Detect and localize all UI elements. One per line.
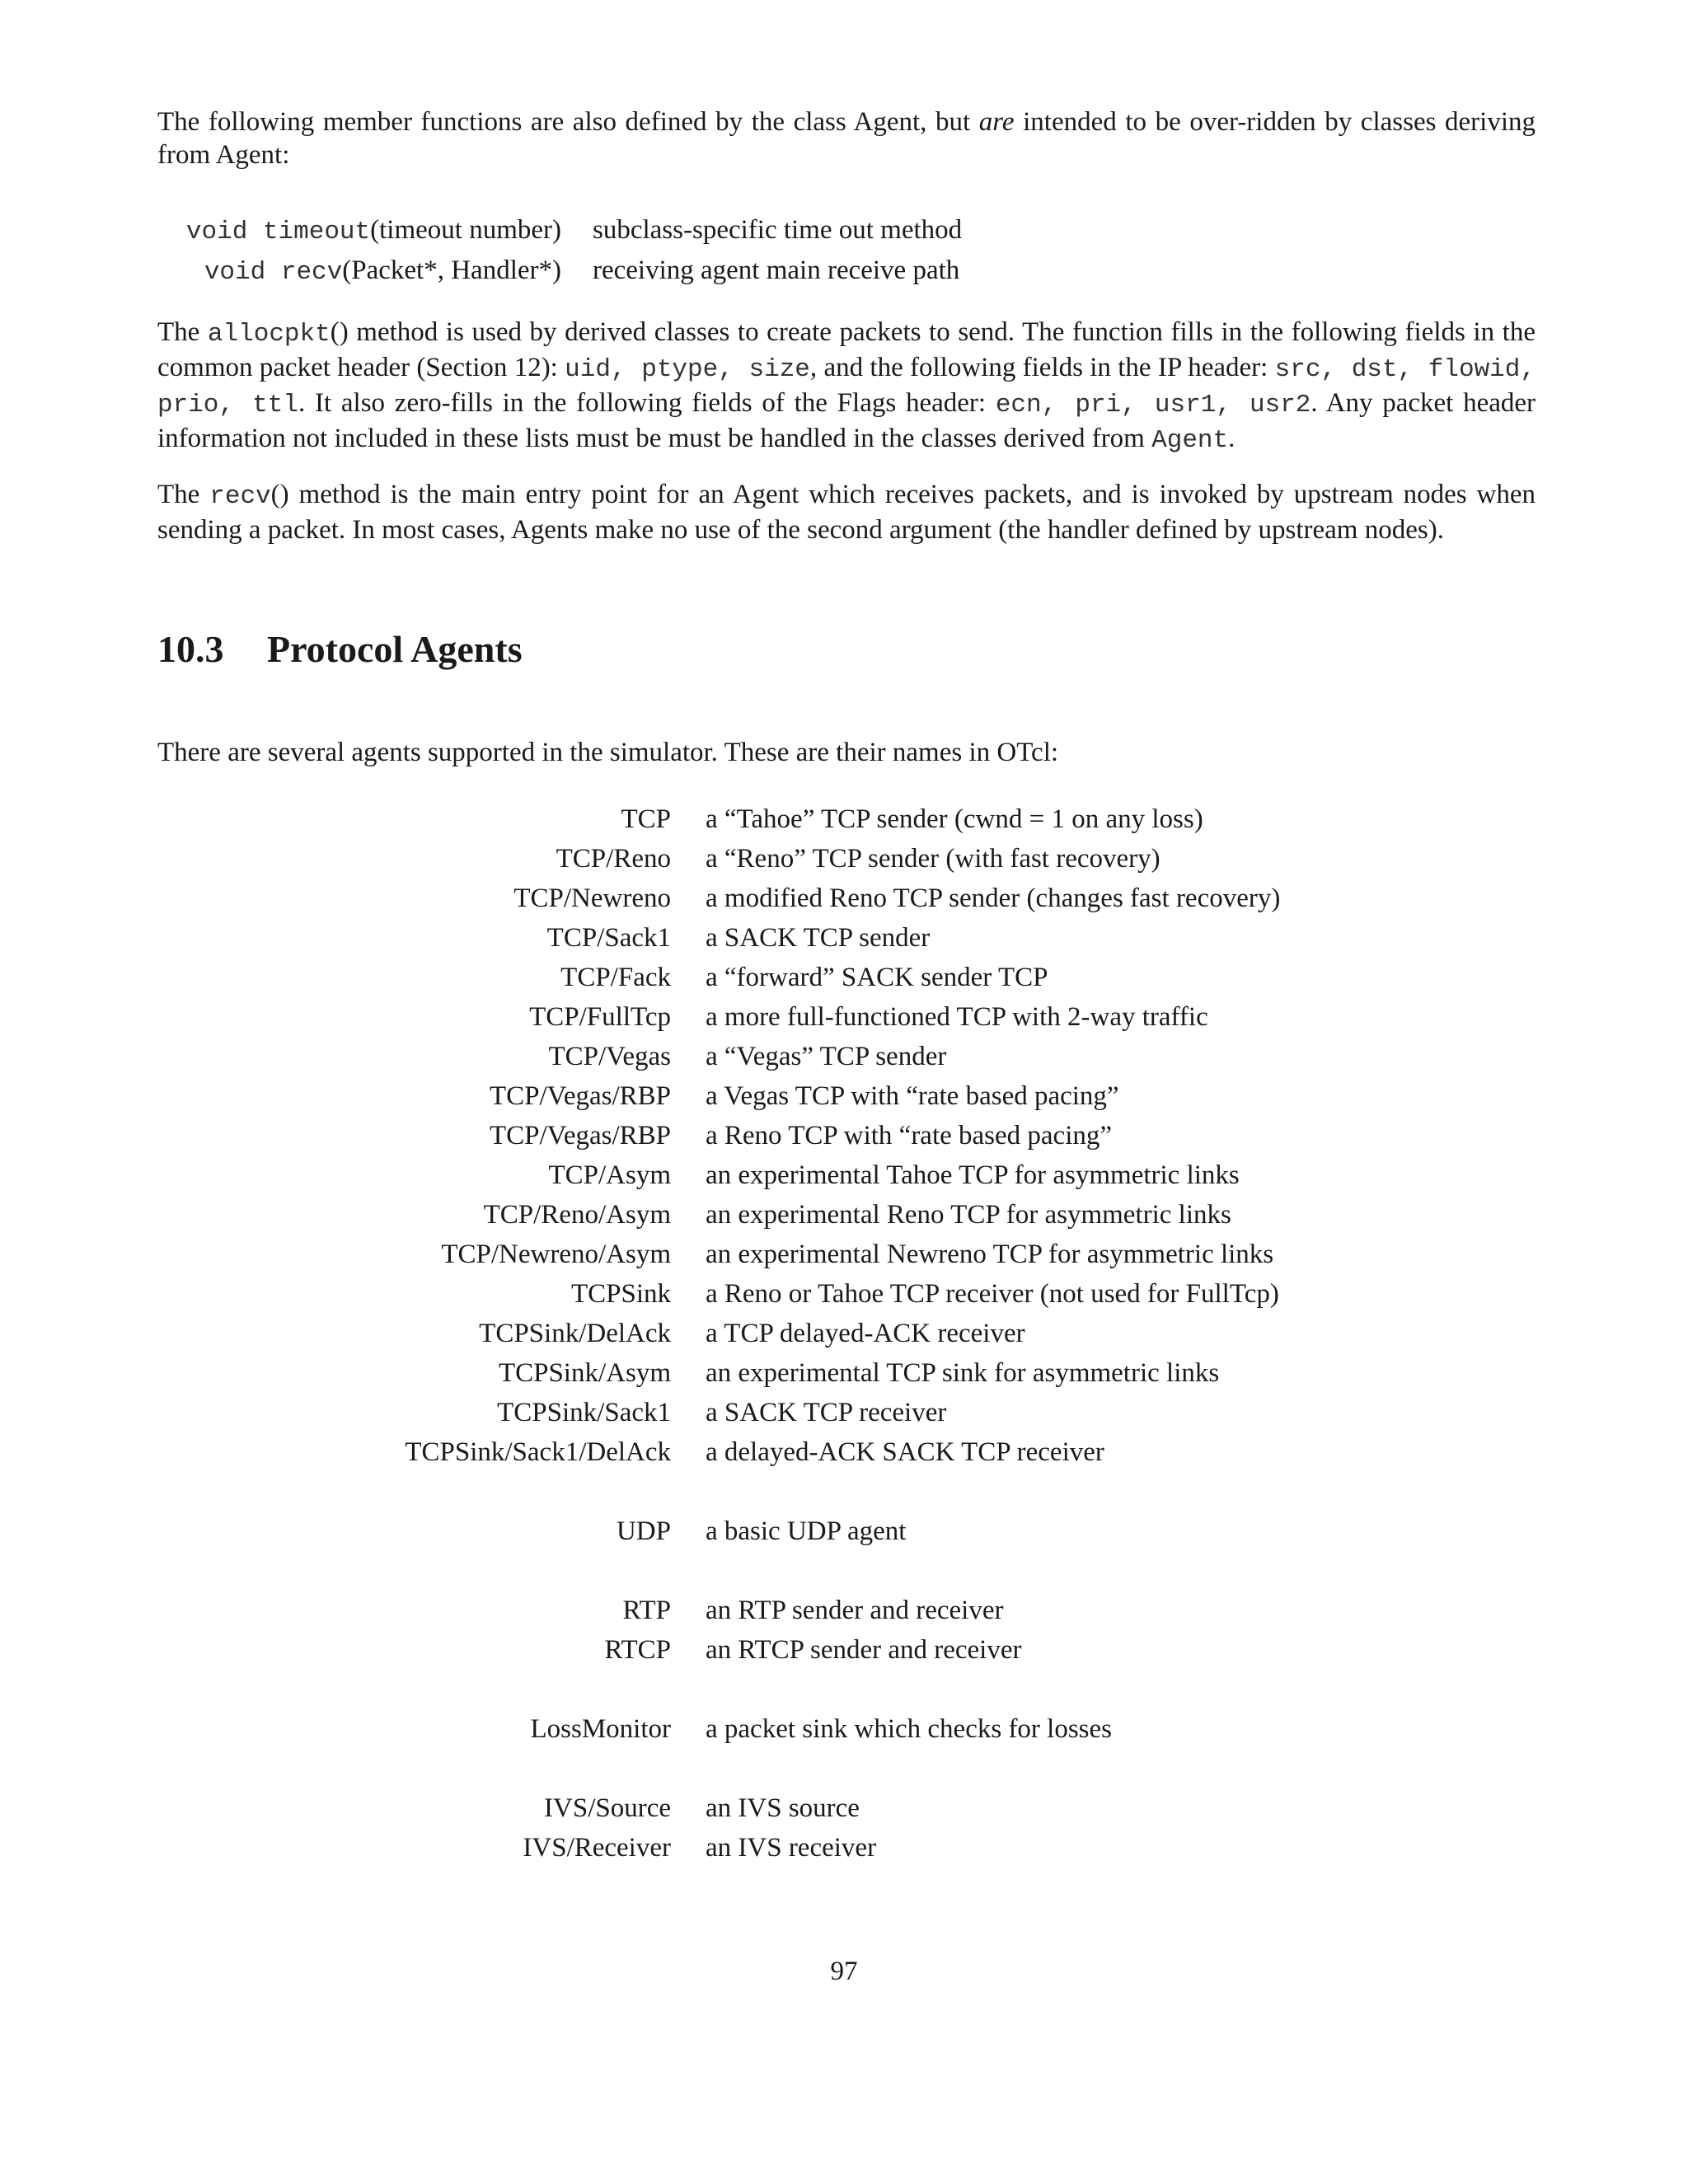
agent-name: TCPSink/Asym: [498, 1358, 671, 1388]
agent-row: [0, 1235, 1688, 1274]
agent-description: a “Tahoe” TCP sender (cwnd = 1 on any loss): [706, 804, 1203, 834]
agent-name: RTP: [622, 1596, 671, 1625]
agent-description: a Reno or Tahoe TCP receiver (not used for FullTcp): [706, 1279, 1279, 1309]
agent-name: TCPSink/Sack1: [497, 1398, 671, 1427]
intro-paragraph: [157, 105, 1536, 171]
agent-row: [0, 1076, 1688, 1116]
intro-text-2: intended to be over-ridden by classes deriving from Agent:: [157, 107, 1536, 170]
agent-row: [0, 879, 1688, 918]
agent-row: [0, 1155, 1688, 1195]
agent-row: [0, 1314, 1688, 1353]
agent-row: [0, 1709, 1688, 1749]
agent-row: [0, 958, 1688, 997]
function-name: timeout: [262, 217, 371, 246]
agent-name: TCP/Sack1: [546, 923, 671, 953]
agent-row: [0, 1274, 1688, 1314]
agent-description: a “Vegas” TCP sender: [706, 1042, 947, 1071]
agent-name: TCP/Newreno/Asym: [441, 1240, 671, 1269]
agent-row: [0, 1116, 1688, 1155]
agent-name: IVS/Receiver: [523, 1833, 671, 1863]
agent-description: a SACK TCP sender: [706, 923, 931, 953]
agent-description: an experimental Newreno TCP for asymmetric links: [706, 1240, 1274, 1269]
agent-row: [0, 1630, 1688, 1670]
code-recv: recv: [209, 482, 271, 511]
agent-name: TCPSink/DelAck: [479, 1319, 671, 1348]
agent-name: TCP/Reno/Asym: [483, 1200, 671, 1230]
agent-description: a more full-functioned TCP with 2-way traffic: [706, 1002, 1208, 1032]
agent-description: an IVS receiver: [706, 1833, 877, 1863]
agent-row: [0, 918, 1688, 958]
agent-description: a “Reno” TCP sender (with fast recovery): [706, 844, 1160, 874]
agent-row: [0, 1393, 1688, 1432]
agent-name: TCP/Vegas/RBP: [489, 1121, 671, 1151]
agent-name: TCP/Vegas/RBP: [489, 1081, 671, 1111]
agent-description: a delayed-ACK SACK TCP receiver: [706, 1437, 1104, 1467]
agent-description: an experimental Tahoe TCP for asymmetric links: [706, 1160, 1240, 1190]
agent-description: an RTP sender and receiver: [706, 1596, 1004, 1625]
function-row: [157, 251, 962, 291]
agent-description: a basic UDP agent: [706, 1516, 907, 1546]
agent-row: [0, 1432, 1688, 1472]
agent-name: TCP: [621, 804, 671, 834]
function-signature: void recv(Packet*, Handler*): [204, 255, 561, 287]
agent-name: TCPSink: [570, 1279, 671, 1309]
agent-description: a “forward” SACK sender TCP: [706, 963, 1048, 992]
function-name: recv: [280, 257, 343, 287]
agent-row: [0, 1195, 1688, 1235]
agent-name: TCP/FullTcp: [529, 1002, 671, 1032]
agent-name: TCP/Vegas: [548, 1042, 671, 1071]
agent-name: TCP/Asym: [548, 1160, 671, 1190]
agent-name: TCP/Newreno: [513, 883, 671, 913]
agent-name: TCP/Fack: [560, 963, 671, 992]
agent-description: an experimental Reno TCP for asymmetric links: [706, 1200, 1231, 1230]
agent-name: RTCP: [604, 1635, 671, 1665]
agent-description: a Vegas TCP with “rate based pacing”: [706, 1081, 1119, 1111]
code-ip-header-fields: src, dst, flowid, prio, ttl: [157, 355, 1536, 419]
section-title: Protocol Agents: [267, 628, 523, 670]
function-description: receiving agent main receive path: [593, 255, 960, 285]
agent-row: [0, 839, 1688, 879]
agent-description: a TCP delayed-ACK receiver: [706, 1319, 1025, 1348]
agent-name: UDP: [616, 1516, 671, 1546]
agent-row: [0, 997, 1688, 1037]
agent-list: [0, 799, 1688, 1868]
agent-description: a modified Reno TCP sender (changes fast recovery): [706, 883, 1281, 913]
agent-description: an RTCP sender and receiver: [706, 1635, 1022, 1665]
code-common-header-fields: uid, ptype, size: [565, 355, 810, 384]
agent-name: TCP/Reno: [556, 844, 671, 874]
code-allocpkt: allocpkt: [207, 320, 331, 349]
agent-description: a SACK TCP receiver: [706, 1398, 947, 1427]
function-args: (Packet*, Handler*): [342, 255, 561, 285]
agents-intro: There are several agents supported in the simulator. These are their names in OTcl:: [157, 738, 1059, 767]
agent-name: LossMonitor: [530, 1714, 671, 1744]
agent-description: a Reno TCP with “rate based pacing”: [706, 1121, 1113, 1151]
agent-description: an IVS source: [706, 1793, 860, 1823]
intro-text-1: The following member functions are also defined by the class Agent, but: [157, 107, 979, 137]
page-number: 97: [830, 1957, 858, 1986]
recv-paragraph: The recv() method is the main entry point for an Agent which receives packets, and is invoked by upstream nodes when sending a packet. In most cases, Agents make no use of the second argument (the handler defined by upstream nodes).: [157, 480, 1536, 545]
agent-row: [0, 1353, 1688, 1393]
agent-row: [0, 1591, 1688, 1630]
intro-emphasis: are: [978, 107, 1015, 137]
agent-description: an experimental TCP sink for asymmetric links: [706, 1358, 1220, 1388]
agent-row: [0, 1788, 1688, 1828]
agent-row: [0, 1828, 1688, 1868]
function-args: (timeout number): [370, 214, 561, 245]
agent-row: [0, 799, 1688, 839]
code-flags-header-fields: ecn, pri, usr1, usr2: [995, 391, 1311, 419]
section-number: 10.3: [157, 628, 224, 670]
function-signature: void timeout(timeout number): [185, 214, 561, 246]
code-agent: Agent: [1151, 426, 1229, 455]
allocpkt-paragraph: The allocpkt() method is used by derived classes to create packets to send. The function fills in the following fields in the common packet header (Section 12): uid, ptype, size, and the following fields in the IP header: src, dst, flowid, prio, ttl. It also zero-fills in the following fields of the Flags header: ecn, pri, usr1, usr2. Any packet header information not included in these lists must be must be handled in the classes derived from Agent.: [157, 317, 1536, 455]
agent-name: TCPSink/Sack1/DelAck: [405, 1437, 671, 1467]
agent-name: IVS/Source: [544, 1793, 671, 1823]
function-description: subclass-specific time out method: [593, 215, 963, 245]
agent-row: [0, 1511, 1688, 1551]
agent-row: [0, 1037, 1688, 1076]
section-heading: [157, 625, 523, 674]
agent-description: a packet sink which checks for losses: [706, 1714, 1113, 1744]
function-row: [157, 210, 962, 251]
member-function-table: [157, 210, 962, 291]
